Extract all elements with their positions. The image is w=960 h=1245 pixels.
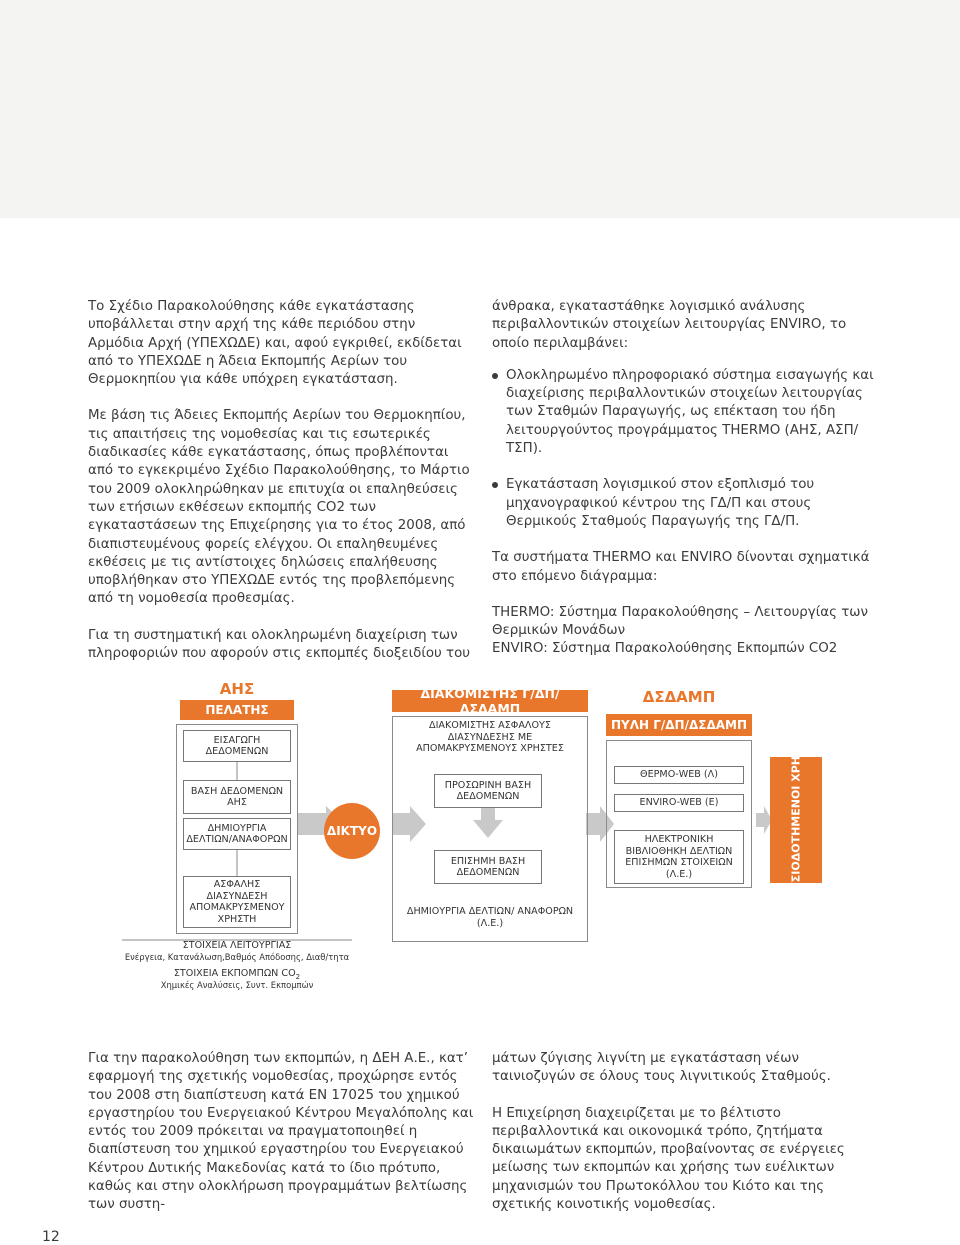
authorized-users: ΕΞΟΥΣΙΟΔΟΤΗΜΕΝΟΙ ΧΡΗΣΤΕΣ bbox=[770, 757, 822, 883]
client-header: ΠΕΛΑΤΗΣ bbox=[180, 700, 294, 720]
bottom-right-column bbox=[492, 1050, 882, 1214]
bullet-list bbox=[492, 367, 882, 531]
emission-data-sub: Χημικές Αναλύσεις, Συντ. Εκπομπών bbox=[160, 980, 314, 990]
bullet-item: Εγκατάσταση λογισμικού στον εξοπλισμό του μηχανογραφικού κέντρου της ΓΔ/Π και στους Θερμικούς Σταθμούς Παραγωγής της ΓΔ/Π. bbox=[492, 476, 882, 531]
definition-thermo: THERMO: Σύστημα Παρακολούθησης – Λειτουργίας των Θερμικών Μονάδων bbox=[492, 604, 868, 639]
ahs-title: ΑΗΣ bbox=[219, 680, 255, 698]
temp-database-box: ΠΡΟΣΩΡΙΝΗ ΒΑΣΗ ΔΕΔΟΜΕΝΩΝ bbox=[434, 774, 542, 808]
operation-data-sub: Ενέργεια, Κατανάλωση,Βαθμός Απόδοσης, Διαθ/τητα bbox=[124, 952, 350, 962]
right-paragraph-1: άνθρακα, εγκαταστάθηκε λογισμικό ανάλυσης περιβαλλοντικών στοιχείων λειτουργίας ENVIRO, το οποίο περιλαμβάνει: bbox=[492, 299, 847, 351]
right-column bbox=[492, 298, 882, 659]
electronic-library-box[interactable]: ΗΛΕΚΤΡΟΝΙΚΗ ΒΙΒΛΙΟΘΗΚΗ ΔΕΛΤΙΩΝ ΕΠΙΣΗΜΩΝ ΣΤΟΙΧΕΙΩΝ (Λ.Ε.) bbox=[614, 830, 744, 884]
secure-server: ΔΙΑΚΟΜΙΣΤΗΣ ΑΣΦΑΛΟΥΣ ΔΙΑΣΥΝΔΕΣΗΣ ΜΕ ΑΠΟΜΑΚΡΥΣΜΕΝΟΥΣ ΧΡΗΣΤΕΣ bbox=[416, 720, 564, 754]
left-paragraph-2: Με βάση τις Άδειες Εκπομπής Αερίων του Θερμοκηπίου, τις απαιτήσεις της νομοθεσίας και τις εσωτερικές διαδικασίες κάθε εγκατάστασης, όπως προβλέπονται από το εγκεκριμένο Σχέδιο Παρακολούθησης, το Μάρτιο του 2009 ολοκληρώθηκαν με επιτυχία οι επαληθεύσεις των ετήσιων εκθέσεων εκπομπής CO2 των εγκαταστάσεων της Επιχείρησης για το έτος 2008, από διαπιστευμένους φορείς ελέγχου. Οι επαληθευμένες εκθέσεις με τις αντίστοιχες δηλώσεις επαλήθευσης υποβλήθηκαν στο ΥΠΕΧΩΔΕ εντός της προβλεπόμενης από τη νομοθεσία προθεσμίας. bbox=[88, 408, 470, 607]
portal-header: ΠΥΛΗ Γ/ΔΠ/ΔΣΔΑΜΠ bbox=[606, 714, 752, 736]
thermo-web-box[interactable]: ΘΕΡΜΟ-WEB (Λ) bbox=[614, 766, 744, 784]
left-column bbox=[88, 298, 474, 663]
system-diagram bbox=[0, 670, 960, 1000]
enviro-web-box[interactable]: ENVIRO-WEB (Ε) bbox=[614, 794, 744, 812]
official-database-box: ΕΠΙΣΗΜΗ ΒΑΣΗ ΔΕΔΟΜΕΝΩΝ bbox=[434, 850, 542, 884]
left-paragraph-1: Το Σχέδιο Παρακολούθησης κάθε εγκατάστασης υποβάλλεται στην αρχή της κάθε περιόδου στην Αρμόδια Αρχή (ΥΠΕΧΩΔΕ) και, αφού εγκριθεί, εκδίδεται από το ΥΠΕΧΩΔΕ η Άδεια Εκπομπής Αερίων του Θερμοκηπίου για κάθε υπόχρεη εγκατάσταση. bbox=[88, 299, 462, 388]
reports-le: ΔΗΜΙΟΥΡΓΙΑ ΔΕΛΤΙΩΝ/ ΑΝΑΦΟΡΩΝ (Λ.Ε.) bbox=[406, 906, 574, 929]
emission-data: ΣΤΟΙΧΕΙΑ ΕΚΠΟΜΠΩΝ $CO_2$ bbox=[173, 968, 301, 981]
definition-enviro: ENVIRO: Σύστημα Παρακολούθησης Εκπομπών CO2 bbox=[492, 641, 838, 657]
bottom-right-paragraph-2: Η Επιχείρηση διαχειρίζεται με το βέλτιστο περιβαλλοντικά και οικονομικά τρόπο, ζητήματα δικαιωμάτων εκπομπών, προβαίνοντας σε ενέργειες μείωσης των εκπομπών και χρήσης των ευέλικτων μηχανισμών του Πρωτοκόλλου του Κιότο και της σχετικής κοινοτικής νομοθεσίας. bbox=[492, 1105, 845, 1213]
network-node: ΔΙΚΤΥΟ bbox=[324, 803, 380, 859]
database-box: ΒΑΣΗ ΔΕΔΟΜΕΝΩΝ ΑΗΣ bbox=[183, 780, 291, 814]
right-paragraph-2: Τα συστήματα THERMO και ENVIRO δίνονται σχηματικά στο επόμενο διάγραμμα: bbox=[492, 550, 870, 584]
left-paragraph-3: Για τη συστηματική και ολοκληρωμένη διαχείριση των πληροφοριών που αφορούν στις εκπομπές διοξειδίου του bbox=[88, 627, 471, 662]
reports-box: ΔΗΜΙΟΥΡΓΙΑ ΔΕΛΤΙΩΝ/ΑΝΑΦΟΡΩΝ bbox=[183, 818, 291, 850]
data-entry-box: ΕΙΣΑΓΩΓΗ ΔΕΔΟΜΕΝΩΝ bbox=[183, 730, 291, 762]
server-header: ΔΙΑΚΟΜΙΣΤΗΣ Γ/ΔΠ/ΔΣΔΑΜΠ bbox=[392, 690, 588, 712]
operation-data: ΣΤΟΙΧΕΙΑ ΛΕΙΤΟΥΡΓΙΑΣ bbox=[182, 940, 292, 951]
top-band bbox=[0, 0, 960, 218]
bottom-left-column bbox=[88, 1050, 474, 1215]
dsdamp-title: ΔΣΔΑΜΠ bbox=[642, 688, 716, 706]
bottom-left-paragraph: Για την παρακολούθηση των εκπομπών, η ΔΕΗ Α.Ε., κατ’ εφαρμογή της σχετικής νομοθεσίας, προχώρησε εντός του 2008 στη διαπίστευση κατά EN 17025 του χημικού εργαστηρίου του Ενεργειακού Κέντρου Μεγαλόπολης και εντός του 2009 πρόκειται να πραγματοποιηθεί η διαπίστευση του χημικού εργαστηρίου του Ενεργειακού Κέντρου Δυτικής Μακεδονίας κατά το ίδιο πρότυπο, καθώς και στην ολοκλήρωση προγραμμάτων βελτίωσης των συστη- bbox=[88, 1051, 474, 1213]
bottom-right-paragraph-1: μάτων ζύγισης λιγνίτη με εγκατάσταση νέων ταινιοζυγών σε όλους τους λιγνιτικούς Σταθμούς. bbox=[492, 1051, 831, 1085]
page-number: 12 bbox=[42, 1229, 60, 1245]
bullet-item: Ολοκληρωμένο πληροφοριακό σύστημα εισαγωγής και διαχείρισης περιβαλλοντικών στοιχείων λειτουργίας των Σταθμών Παραγωγής, ως επέκταση του ήδη λειτουργούντος προγράμματος THERMO (ΑΗΣ, ΑΣΠ/ΤΣΠ). bbox=[492, 367, 882, 458]
secure-connection-box: ΑΣΦΑΛΗΣ ΔΙΑΣΥΝΔΕΣΗ ΑΠΟΜΑΚΡΥΣΜΕΝΟΥ ΧΡΗΣΤΗ bbox=[183, 876, 291, 928]
